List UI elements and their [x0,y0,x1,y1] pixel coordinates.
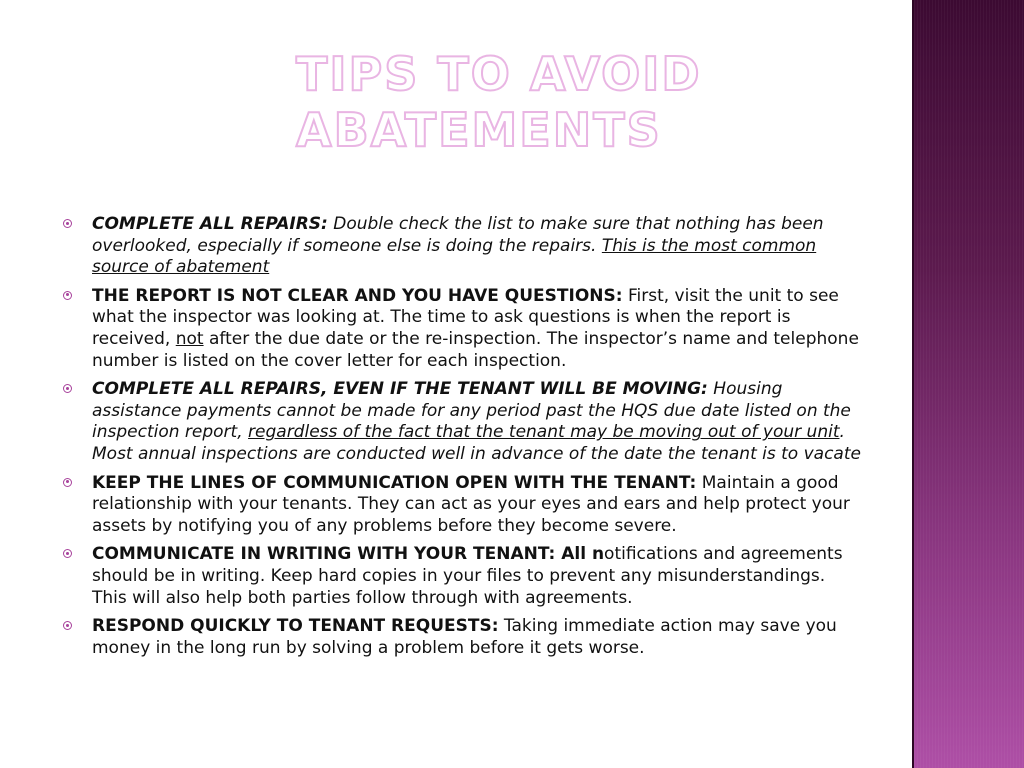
tip-body: Taking immediate action may save you money in the long run by solving a problem before it gets worse. [92,616,837,658]
tip-body-continued: . Most annual inspections are conducted well in advance of the date the tenant is to vacate [92,422,861,464]
bullet-icon [63,291,72,300]
bullet-icon [63,621,72,630]
tip-respond-quickly [62,616,862,659]
tip-body-continued: after the due date or the re-inspection. The inspector’s name and telephone number is listed on the cover letter for each inspection. [92,328,859,371]
bullet-icon [63,549,72,558]
sidebar-texture [914,0,1024,768]
tip-communication-open [62,473,862,538]
tip-heading: COMPLETE ALL REPAIRS, EVEN IF THE TENANT WILL BE MOVING: [92,379,708,400]
tip-body: Housing assistance payments cannot be made for any period past the HQS due date listed on the inspection report, [92,379,851,443]
tip-body: Maintain a good relationship with your tenants. They can act as your eyes and ears and help protect your assets by notifying you of any problems before they become severe. [92,472,850,536]
tip-heading: COMMUNICATE IN WRITING WITH YOUR TENANT: All n [92,544,605,565]
tip-heading: THE REPORT IS NOT CLEAR AND YOU HAVE QUESTIONS: [92,285,623,306]
tip-emphasis: This is the most common source of abatement [92,235,817,278]
tip-body: Double check the list to make sure that nothing has been overlooked, especially if someone else is doing the repairs. [92,214,824,256]
tip-emphasis: not [175,328,204,349]
tip-communicate-writing [62,544,862,609]
bullet-icon [63,478,72,487]
tips-list [62,214,862,666]
tip-heading: KEEP THE LINES OF COMMUNICATION OPEN WITH THE TENANT: [92,472,697,493]
tip-emphasis: regardless of the fact that the tenant may be moving out of your unit [248,422,840,443]
bullet-icon [63,384,72,393]
tip-heading: COMPLETE ALL REPAIRS: [92,214,328,234]
tip-body: First, visit the unit to see what the inspector was looking at. The time to ask questions is when the report is received, [92,285,839,349]
slide-title [296,46,796,158]
tip-body: otifications and agreements should be in writing. Keep hard copies in your files to prevent any misunderstandings. This will also help both parties follow through with agreements. [92,544,843,608]
tip-complete-repairs [62,214,862,279]
tip-report-questions [62,286,862,372]
tip-tenant-moving [62,379,862,465]
decorative-sidebar [912,0,1024,768]
bullet-icon [63,219,72,228]
tip-heading: RESPOND QUICKLY TO TENANT REQUESTS: [92,616,499,637]
slide-title-line-2: ABATEMENTS [296,103,662,157]
slide-title-line-1: TIPS TO AVOID [296,47,702,101]
